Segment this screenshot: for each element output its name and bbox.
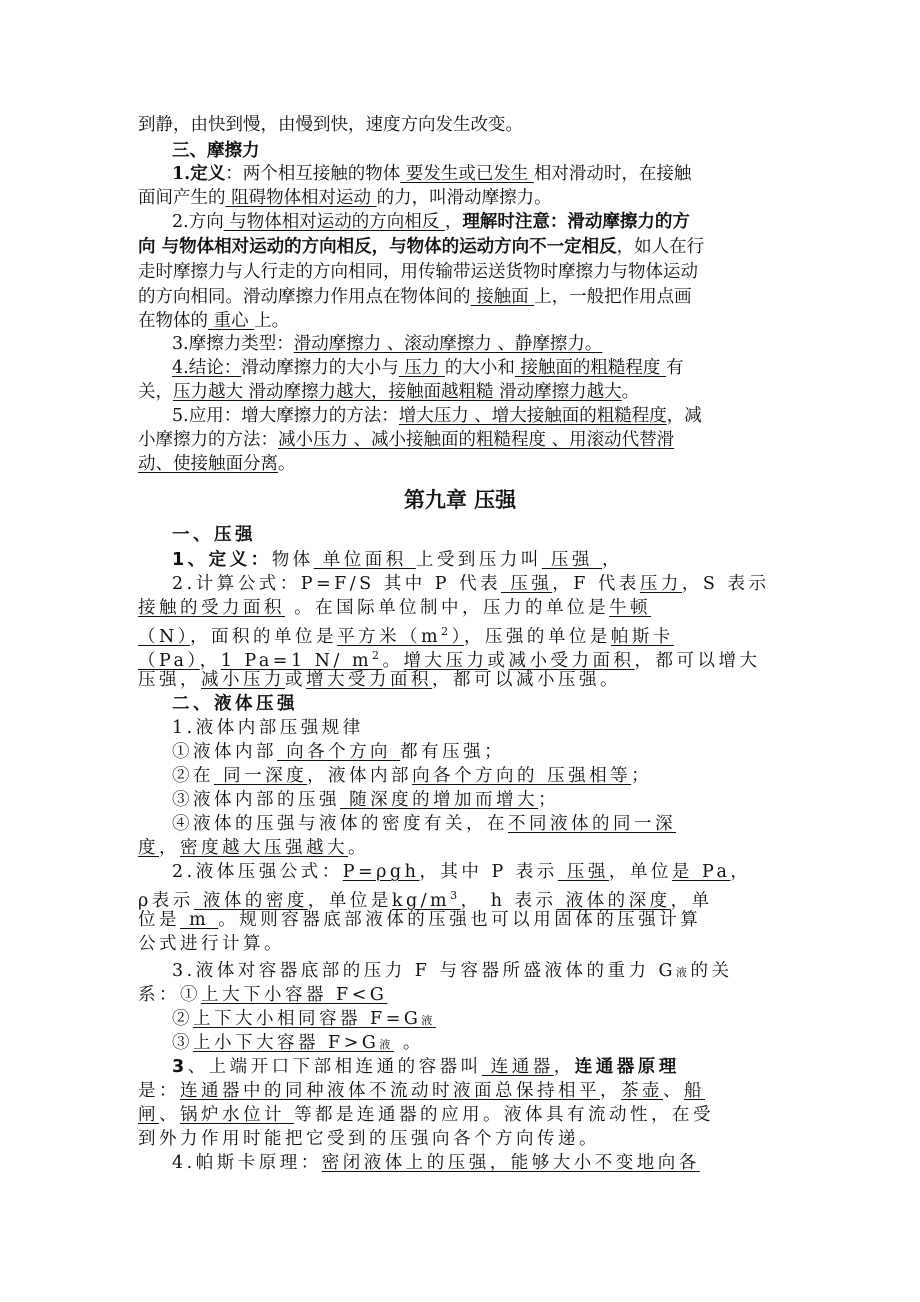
- friction-application: 5.应用：增大摩擦力的方法：增大压力 、增大接触面的粗糙程度，减: [172, 406, 702, 426]
- text-line: 动、使接触面分离。: [138, 454, 296, 474]
- text-line: 的方向相同。滑动摩擦力作用点在物体间的 接触面 上，一般把作用点画: [138, 287, 692, 307]
- text-line: 接触的受力面积 。在国际单位制中，压力的单位是牛顿: [138, 598, 652, 618]
- liquid-formula: 2.液体压强公式：P=ρgh，其中 P 表示 压强，单位是 Pa，: [172, 862, 752, 882]
- text-line: 闸、锅炉水位计 等都是连通器的应用。液体具有流动性，在受: [138, 1105, 715, 1125]
- text-line: 到外力作用时能把它受到的压强向各个方向传递。: [138, 1129, 600, 1149]
- liquid-rule-1: ①液体内部 向各个方向 都有压强；: [172, 742, 506, 762]
- text-line: 系：①上大下小容器 F<G: [138, 985, 388, 1005]
- text-line: 小摩擦力的方法：减小压力 、减小接触面的粗糙程度 、用滚动代替滑: [138, 430, 675, 450]
- friction-definition: 1.定义：两个相互接触的物体 要发生或已发生 相对滑动时，在接触: [172, 164, 692, 184]
- section-heading-liquid-pressure: 二、液体压强: [172, 694, 298, 714]
- text-line: （Pa），1 Pa=1 N/ $m^2$。增大压力或减小受力面积，都可以增大: [138, 649, 761, 671]
- text-line: 向 与物体相对运动的方向相反，与物体的运动方向不一定相反，如人在行: [138, 237, 705, 257]
- text-line: 度，密度越大压强越大。: [138, 838, 369, 858]
- friction-types: 3.摩擦力类型：滑动摩擦力 、滚动摩擦力 、静摩擦力。: [172, 334, 603, 354]
- text-line: 位是 m 。规则容器底部液体的压强也可以用固体的压强计算: [138, 910, 702, 930]
- pressure-definition: 1、定义：物体 单位面积 上受到压力叫 压强 ，: [172, 550, 623, 570]
- text-line: 在物体的 重心 上。: [138, 311, 290, 331]
- liquid-rule-2: ②在 同一深度，液体内部向各个方向的 压强相等；: [172, 766, 653, 786]
- connected-vessels: 3、上端开口下部相连通的容器叫 连通器，连通器原理: [172, 1057, 680, 1077]
- text-line: 走时摩擦力与人行走的方向相同，用传输带运送货物时摩擦力与物体运动: [138, 262, 698, 282]
- pressure-formula: 2.计算公式：P=F/S 其中 P 代表 压强，F 代表压力，S 表示: [172, 574, 770, 594]
- text-line: 公式进行计算。: [138, 934, 285, 954]
- chapter-title: 第九章 压强: [403, 488, 517, 512]
- text-line: 面间产生的 阻碍物体相对运动 的力，叫滑动摩擦力。: [138, 188, 552, 208]
- liquid-rule-3: ③液体内部的压强 随深度的增加而增大；: [172, 790, 560, 810]
- section-heading-friction: 三、摩擦力: [172, 141, 260, 161]
- liquid-bottom-force: 3.液体对容器底部的压力 F 与容器所盛液体的重力 G液的关: [172, 961, 733, 981]
- liquid-rule-4: ④液体的压强与液体的密度有关，在不同液体的同一深: [172, 814, 676, 834]
- text-line: （N），面积的单位是平方米$(m^2)$，压强的单位是帕斯卡: [138, 625, 674, 647]
- text-line: ρ表示 液体的密度，单位是$kg/m^3$， h 表示 液体的深度，单: [138, 889, 713, 911]
- container-case-2: ②上下大小相同容器 F=G液: [172, 1009, 436, 1029]
- text-line: 压强，减小压力或增大受力面积，都可以减小压强。: [138, 670, 621, 690]
- text-line: 关，压力越大 滑动摩擦力越大，接触面越粗糙 滑动摩擦力越大。: [138, 382, 640, 402]
- friction-conclusion: 4.结论：滑动摩擦力的大小与 压力 的大小和 接触面的粗糙程度 有: [172, 358, 684, 378]
- text-line: 到静，由快到慢，由慢到快，速度方向发生改变。: [138, 115, 523, 135]
- container-case-3: ③上小下大容器 F>G液 。: [172, 1033, 424, 1053]
- section-heading-pressure: 一、压强: [172, 525, 256, 545]
- friction-direction: 2.方向 与物体相对运动的方向相反 ，理解时注意：滑动摩擦力的方: [172, 212, 690, 232]
- text-line: 是：连通器中的同种液体不流动时液面总保持相平，茶壶、船: [138, 1081, 705, 1101]
- pascal-principle: 4.帕斯卡原理：密闭液体上的压强，能够大小不变地向各: [172, 1153, 700, 1173]
- liquid-rules-title: 1.液体内部压强规律: [172, 718, 364, 738]
